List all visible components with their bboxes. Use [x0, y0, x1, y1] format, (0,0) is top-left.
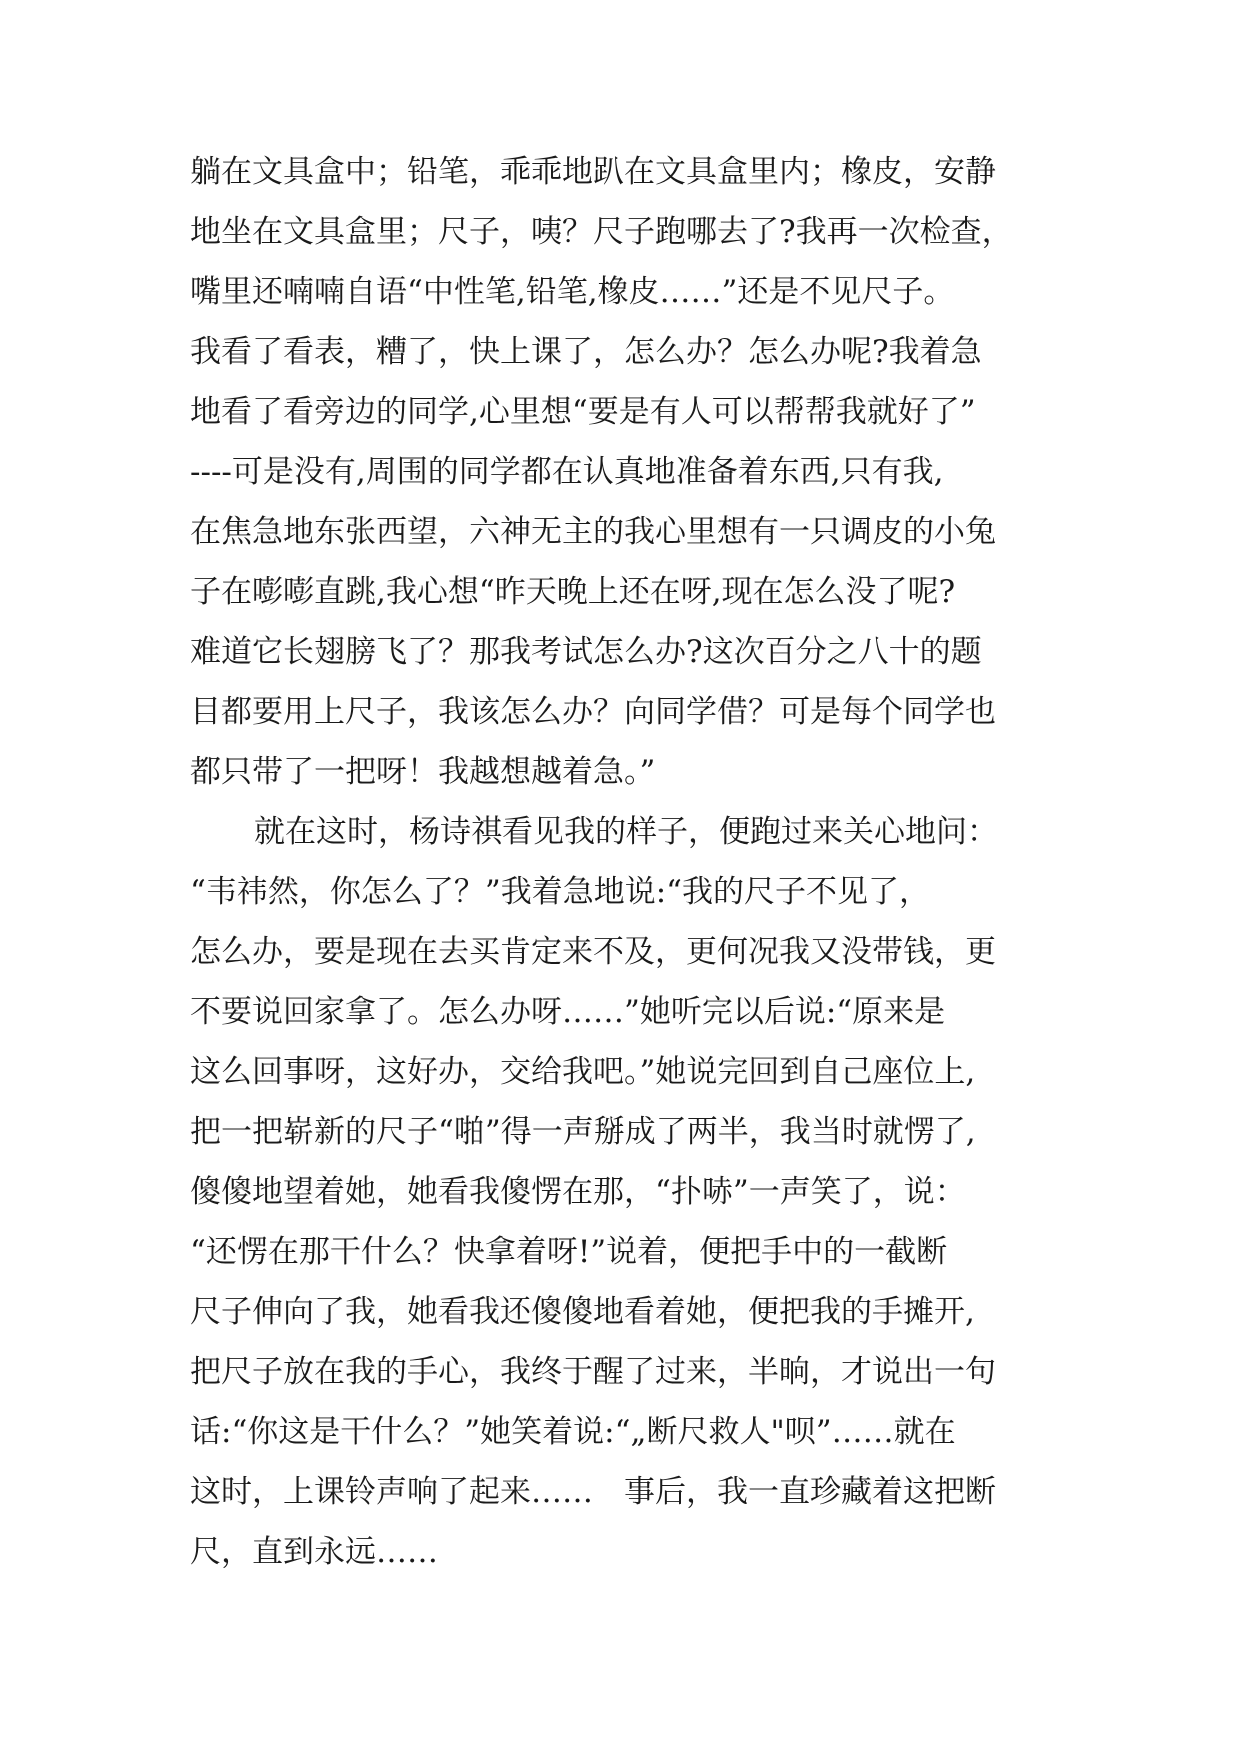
text-line: 嘴里还喃喃自语“中性笔,铅笔,橡皮……”还是不见尺子。	[190, 274, 955, 310]
text-line: 傻傻地望着她，她看我傻愣在那，“扑哧”一声笑了，说：	[190, 1174, 966, 1210]
text-line: 不要说回家拿了。怎么办呀……”她听完以后说:“原来是	[190, 994, 946, 1030]
text-line: 话:“你这是干什么？”她笑着说:“„断尺救人"呗”……就在	[190, 1414, 956, 1450]
text-line: “韦祎然，你怎么了？”我着急地说:“我的尺子不见了，	[190, 874, 930, 910]
body-text	[190, 142, 1090, 1582]
text-line: 地看了看旁边的同学,心里想“要是有人可以帮帮我就好了”	[190, 394, 976, 430]
text-line: “还愣在那干什么？快拿着呀!”说着，便把手中的一截断	[190, 1234, 948, 1270]
text-line: 我看了看表，糟了，快上课了，怎么办？怎么办呢?我着急	[190, 334, 982, 370]
text-line: 难道它长翅膀飞了？那我考试怎么办?这次百分之八十的题	[190, 634, 982, 670]
text-line: 把尺子放在我的手心，我终于醒了过来，半晌，才说出一句	[190, 1354, 996, 1390]
text-line: 都只带了一把呀！我越想越着急。”	[190, 754, 656, 790]
text-line: 这时，上课铃声响了起来…… 事后，我一直珍藏着这把断	[190, 1474, 996, 1510]
text-line: 把一把崭新的尺子“啪”得一声掰成了两半，我当时就愣了,	[190, 1114, 976, 1150]
paragraph-first-line: 就在这时，杨诗祺看见我的样子，便跑过来关心地问：	[254, 814, 998, 850]
text-line: 怎么办，要是现在去买肯定来不及，更何况我又没带钱，更	[190, 934, 996, 970]
text-line: 尺子伸向了我，她看我还傻傻地看着她，便把我的手摊开,	[190, 1294, 975, 1330]
text-line: 这么回事呀，这好办，交给我吧。”她说完回到自己座位上,	[190, 1054, 976, 1090]
text-line: 躺在文具盒中；铅笔，乖乖地趴在文具盒里内；橡皮，安静	[190, 154, 996, 190]
text-line: 尺，直到永远……	[190, 1534, 438, 1570]
text-line: 目都要用上尺子，我该怎么办？向同学借？可是每个同学也	[190, 694, 996, 730]
text-line: 在焦急地东张西望，六神无主的我心里想有一只调皮的小兔	[190, 514, 996, 550]
text-line: 地坐在文具盒里；尺子，咦？尺子跑哪去了?我再一次检查，	[190, 214, 1013, 250]
text-line: 子在嘭嘭直跳,我心想“昨天晚上还在呀,现在怎么没了呢?	[190, 574, 956, 610]
text-line: ----可是没有,周围的同学都在认真地准备着东西,只有我,	[190, 454, 944, 490]
